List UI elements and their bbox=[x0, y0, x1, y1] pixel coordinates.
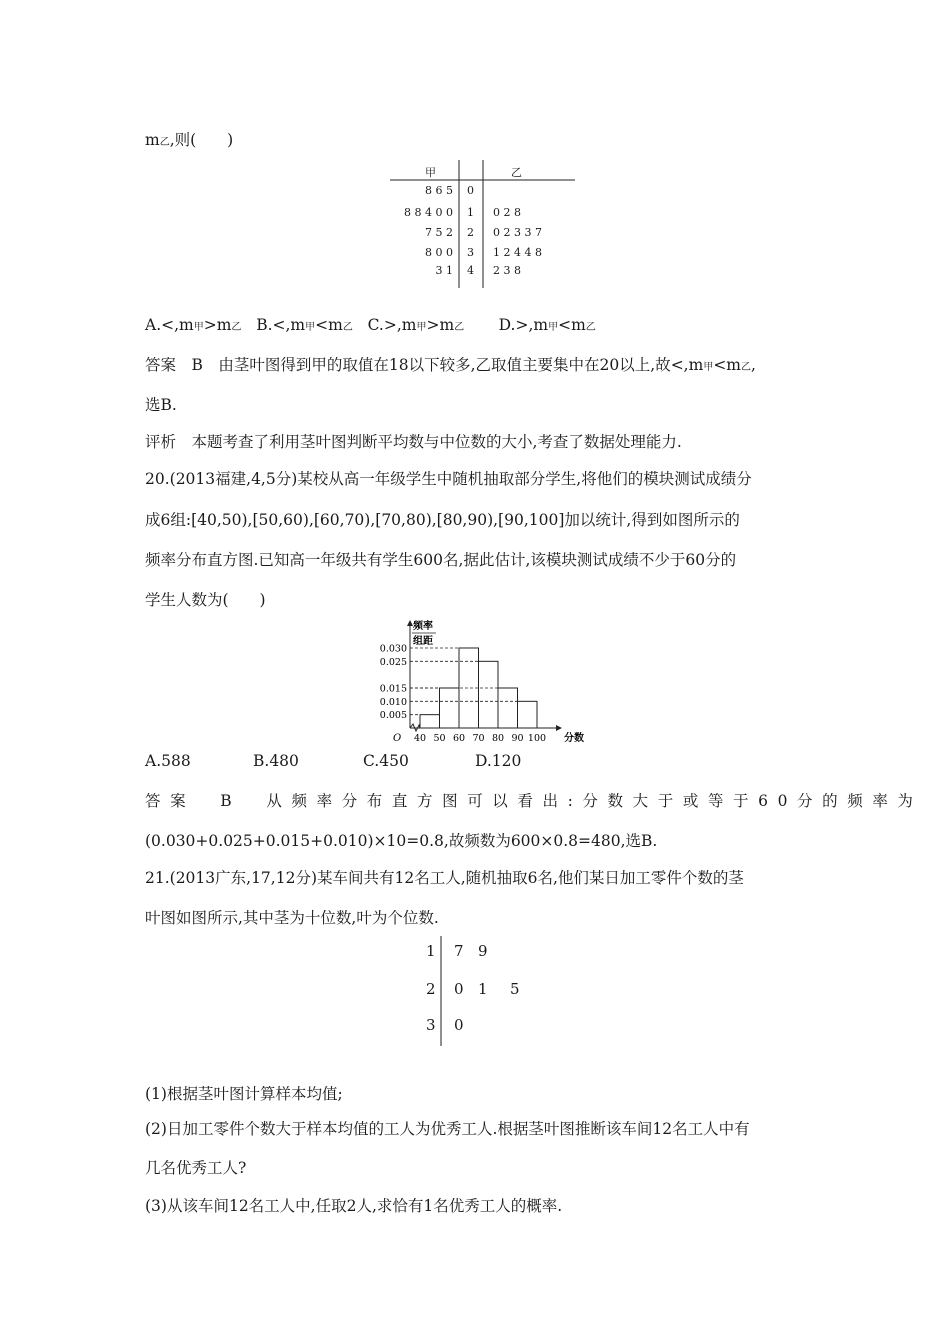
question-21-part2-line1: (2)日加工零件个数大于样本均值的工人为优秀工人.根据茎叶图推断该车间12名工人中有 bbox=[145, 1120, 750, 1138]
question-21-part2-line2: 几名优秀工人? bbox=[145, 1159, 247, 1177]
frequency-histogram bbox=[360, 616, 590, 746]
option-a: A.588 bbox=[145, 752, 191, 770]
y-tick-label: 0.030 bbox=[379, 643, 407, 655]
question-19-tail: m乙,则( ) bbox=[145, 131, 234, 149]
right-leaves-row-4: 2 3 8 bbox=[493, 264, 521, 277]
leaf: 7 bbox=[454, 942, 464, 960]
stem-row-1: 2 bbox=[426, 980, 436, 998]
x-tick-label: 90 bbox=[511, 733, 524, 744]
x-tick-label: 70 bbox=[472, 733, 485, 744]
left-leaves-row-4: 3 1 bbox=[435, 264, 453, 277]
leaf: 0 bbox=[454, 1016, 464, 1034]
x-tick-label: 80 bbox=[491, 733, 505, 744]
left-leaves-row-1: 8 8 4 0 0 bbox=[404, 206, 453, 219]
histogram-bar bbox=[518, 701, 538, 728]
y-tick-label: 0.015 bbox=[379, 683, 407, 695]
question-21-part3: (3)从该车间12名工人中,任取2人,求恰有1名优秀工人的概率. bbox=[145, 1197, 563, 1215]
right-leaves-row-1: 0 2 8 bbox=[493, 206, 521, 219]
right-leaves-row-3: 1 2 4 4 8 bbox=[493, 246, 542, 259]
stem-leaf-lines bbox=[385, 160, 575, 290]
stem-row-3: 3 bbox=[467, 246, 474, 259]
x-tick-label: 40 bbox=[413, 733, 427, 744]
leaf: 5 bbox=[510, 980, 520, 998]
question-21-line2: 叶图如图所示,其中茎为十位数,叶为个位数. bbox=[145, 909, 439, 927]
histogram-bar bbox=[440, 688, 460, 728]
leaf: 1 bbox=[478, 980, 488, 998]
left-leaves-row-2: 7 5 2 bbox=[425, 226, 453, 239]
question-19-answer-line2: 选B. bbox=[145, 396, 177, 414]
ylabel-bottom: 组距 bbox=[413, 636, 433, 647]
stem-row-0: 1 bbox=[426, 942, 436, 960]
origin-label: O bbox=[393, 733, 402, 744]
right-leaves-row-2: 0 2 3 3 7 bbox=[493, 226, 542, 239]
option-c: C.>,m甲>m乙 bbox=[367, 316, 465, 334]
y-tick-label: 0.005 bbox=[379, 710, 407, 722]
option-c: C.450 bbox=[363, 752, 409, 770]
stem-row-4: 4 bbox=[467, 264, 474, 277]
question-21-line1: 21.(2013广东,17,12分)某车间共有12名工人,随机抽取6名,他们某日加工零件个数的茎 bbox=[145, 869, 744, 887]
x-tick-label: 50 bbox=[433, 733, 446, 744]
question-21-part1: (1)根据茎叶图计算样本均值; bbox=[145, 1085, 343, 1103]
histogram-bar bbox=[479, 661, 499, 728]
option-a: A.<,m甲>m乙 bbox=[145, 316, 242, 334]
left-leaves-row-3: 8 0 0 bbox=[425, 246, 453, 259]
histogram-bar bbox=[420, 715, 440, 728]
stem-leaf-table-workers bbox=[420, 936, 540, 1048]
ylabel-top: 频率 bbox=[413, 621, 433, 632]
option-d: D.120 bbox=[475, 752, 522, 770]
question-19-options bbox=[145, 316, 596, 334]
question-20-answer-line2: (0.030+0.025+0.015+0.010)×10=0.8,故频数为600×0.8=480,选B. bbox=[145, 832, 658, 850]
question-19-comment: 评析 本题考查了利用茎叶图判断平均数与中位数的大小,考查了数据处理能力. bbox=[145, 433, 682, 451]
leaf: 0 bbox=[454, 980, 464, 998]
leaf: 9 bbox=[478, 942, 488, 960]
question-20-line3: 频率分布直方图.已知高一年级共有学生600名,据此估计,该模块测试成绩不少于60分的 bbox=[145, 551, 737, 569]
option-d: D.>,m甲<m乙 bbox=[498, 316, 596, 334]
option-b: B.<,m甲<m乙 bbox=[256, 316, 353, 334]
left-leaves-row-0: 8 6 5 bbox=[425, 184, 453, 197]
histogram-bar bbox=[498, 688, 518, 728]
question-20-line4: 学生人数为( ) bbox=[145, 591, 266, 609]
question-20-line1: 20.(2013福建,4,5分)某校从高一年级学生中随机抽取部分学生,将他们的模块测试成绩分 bbox=[145, 470, 752, 488]
stem-row-1: 1 bbox=[467, 206, 474, 219]
stem-leaf-table-jia-yi bbox=[385, 160, 575, 290]
xlabel: 分数 bbox=[564, 733, 584, 744]
question-19-answer: 答案 B 由茎叶图得到甲的取值在18以下较多,乙取值主要集中在20以上,故<,m甲<m乙, bbox=[145, 356, 756, 374]
x-tick-label: 100 bbox=[527, 733, 547, 744]
y-tick-label: 0.010 bbox=[379, 696, 407, 708]
y-tick-label: 0.025 bbox=[379, 656, 407, 668]
question-20-answer-line1: 答案 B 从频率分布直方图可以看出:分数大于或等于60分的频率为 bbox=[145, 792, 923, 810]
header-jia: 甲 bbox=[425, 166, 436, 179]
stem-row-2: 3 bbox=[426, 1016, 436, 1034]
x-axis-arrow bbox=[556, 725, 562, 731]
header-yi: 乙 bbox=[511, 166, 522, 179]
stem-row-2: 2 bbox=[467, 226, 474, 239]
stem-row-0: 0 bbox=[467, 184, 474, 197]
option-b: B.480 bbox=[253, 752, 299, 770]
x-tick-label: 60 bbox=[452, 733, 466, 744]
question-20-line2: 成6组:[40,50),[50,60),[60,70),[70,80),[80,90),[90,100]加以统计,得到如图所示的 bbox=[145, 511, 740, 529]
